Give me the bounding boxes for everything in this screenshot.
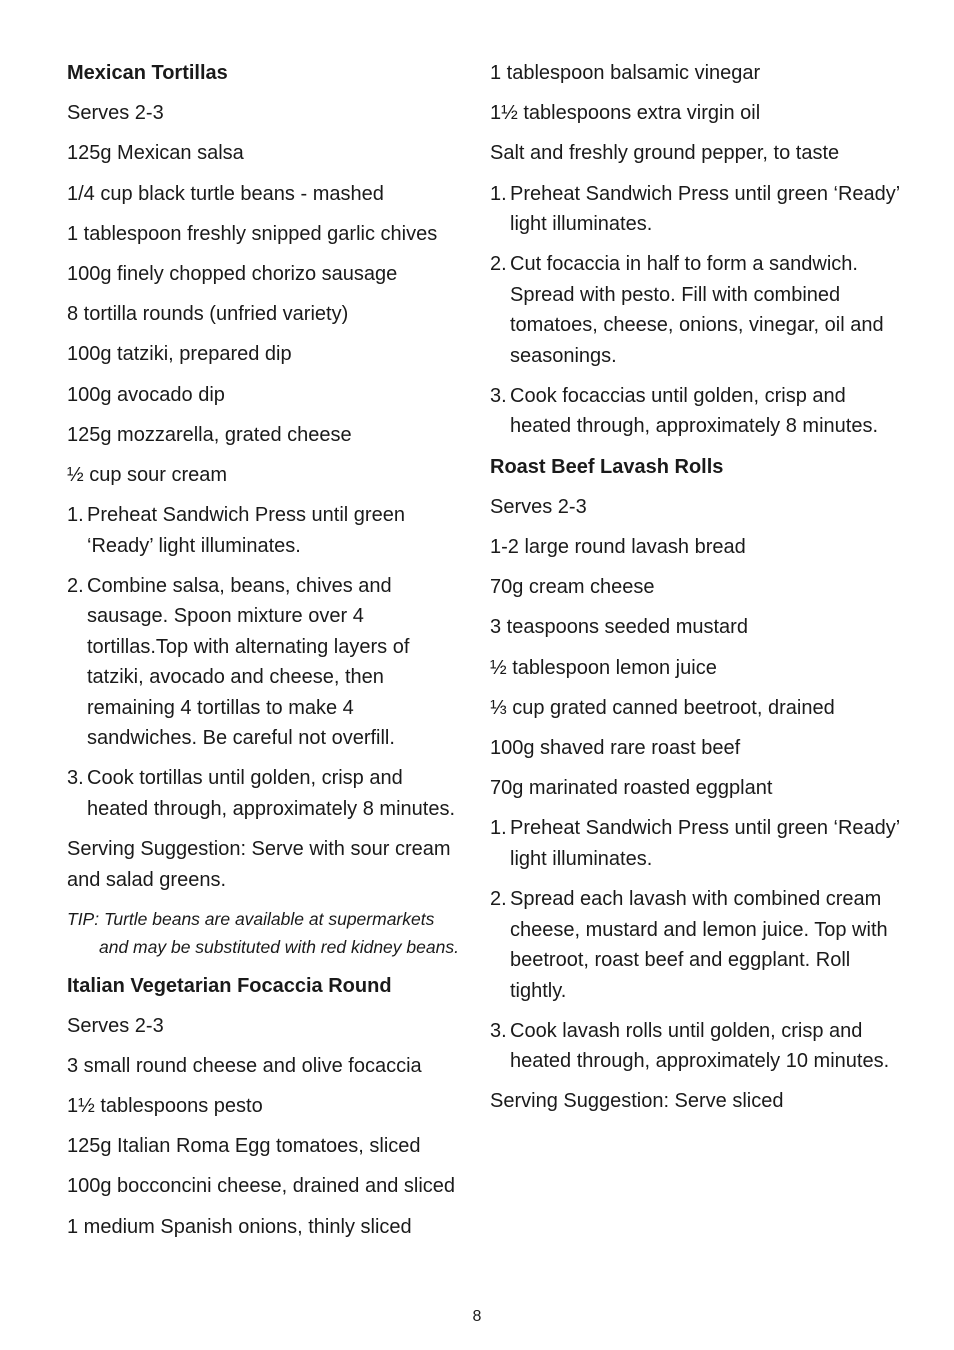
ingredient-item: 3 small round cheese and olive focaccia (67, 1054, 422, 1077)
method-step (67, 763, 467, 824)
ingredient-item: 1 medium Spanish onions, thinly sliced (67, 1215, 412, 1238)
method-step (67, 500, 467, 561)
ingredient-item: ½ cup sour cream (67, 463, 228, 486)
step-number: 3. (67, 767, 84, 790)
method-step (490, 1016, 900, 1077)
ingredient-item: 100g bocconcini cheese, drained and sliced (67, 1175, 456, 1198)
step-text: Cut focaccia in half to form a sandwich. Spread with pesto. Fill with combined tomatoes, cheese, onions, vinegar, oil and seasonings. (510, 253, 884, 367)
ingredient-item: 125g Mexican salsa (67, 142, 244, 165)
step-text: Preheat Sandwich Press until green ‘Ready’ light illuminates. (510, 182, 900, 236)
ingredient-item: ½ tablespoon lemon juice (490, 656, 717, 679)
serves-label: Serves 2-3 (490, 495, 587, 518)
ingredient-item: 70g marinated roasted eggplant (490, 777, 773, 800)
method-step (490, 381, 900, 442)
ingredient-item: 8 tortilla rounds (unfried variety) (67, 303, 349, 326)
ingredient-item: 1½ tablespoons extra virgin oil (490, 102, 761, 125)
ingredient-item: 1½ tablespoons pesto (67, 1095, 263, 1118)
step-number: 3. (490, 1019, 507, 1042)
ingredient-item: 70g cream cheese (490, 576, 655, 599)
left-column (67, 58, 467, 1252)
recipe-title-lavash: Roast Beef Lavash Rolls (490, 455, 724, 478)
method-step (490, 249, 900, 371)
step-number: 1. (490, 817, 507, 840)
step-text: Cook tortillas until golden, crisp and heated through, approximately 8 minutes. (87, 767, 455, 820)
step-text: Cook focaccias until golden, crisp and heated through, approximately 8 minutes. (510, 384, 878, 438)
ingredient-item: 100g shaved rare roast beef (490, 736, 741, 759)
method-step (67, 571, 467, 754)
ingredient-item: 100g tatziki, prepared dip (67, 343, 292, 366)
step-number: 1. (67, 504, 84, 527)
step-number: 2. (490, 253, 507, 276)
step-number: 3. (490, 384, 507, 407)
step-text: Combine salsa, beans, chives and sausage. Spoon mixture over 4 tortillas.Top with alternating layers of tatziki, avocado and cheese, then remaining 4 tortillas to make 4 sandwiches. Be careful not overfill. (87, 574, 410, 750)
serving-suggestion: Serving Suggestion: Serve with sour cream and salad greens. (67, 838, 451, 891)
method-step (490, 884, 900, 1006)
serves-label: Serves 2-3 (67, 1014, 164, 1037)
ingredient-item: 100g finely chopped chorizo sausage (67, 262, 398, 285)
recipe-title-mexican-tortillas: Mexican Tortillas (67, 62, 228, 84)
step-text: Preheat Sandwich Press until green ‘Ready’ light illuminates. (510, 817, 900, 870)
step-text: Cook lavash rolls until golden, crisp and heated through, approximately 10 minutes. (510, 1019, 890, 1073)
step-text: Preheat Sandwich Press until green ‘Ready’ light illuminates. (87, 504, 405, 557)
ingredient-item: 3 teaspoons seeded mustard (490, 616, 748, 639)
page-number: 8 (472, 1308, 482, 1325)
step-number: 2. (490, 888, 507, 910)
right-column (490, 58, 900, 1127)
ingredient-item: 1 tablespoon freshly snipped garlic chives (67, 222, 438, 245)
ingredient-item: 1 tablespoon balsamic vinegar (490, 62, 761, 84)
ingredient-item: 1-2 large round lavash bread (490, 536, 746, 558)
serves-label: Serves 2-3 (67, 102, 164, 125)
serving-suggestion: Serving Suggestion: Serve sliced (490, 1090, 784, 1113)
ingredient-item: 100g avocado dip (67, 383, 225, 406)
ingredient-item: 1/4 cup black turtle beans - mashed (67, 182, 384, 205)
ingredient-item: Salt and freshly ground pepper, to taste (490, 142, 840, 165)
method-step (490, 813, 900, 874)
ingredient-item: 125g mozzarella, grated cheese (67, 423, 352, 446)
step-text: Spread each lavash with combined cream cheese, mustard and lemon juice. Top with beetroot, roast beef and eggplant. Roll tightly. (510, 888, 888, 1002)
step-number: 2. (67, 574, 84, 597)
recipe-title-focaccia: Italian Vegetarian Focaccia Round (67, 974, 392, 997)
tip-note: TIP: Turtle beans are available at supermarkets and may be substituted with red kidney beans. (67, 908, 459, 957)
step-number: 1. (490, 182, 507, 205)
ingredient-item: ⅓ cup grated canned beetroot, drained (490, 696, 835, 719)
ingredient-item: 125g Italian Roma Egg tomatoes, sliced (67, 1135, 421, 1158)
method-step (490, 179, 900, 240)
